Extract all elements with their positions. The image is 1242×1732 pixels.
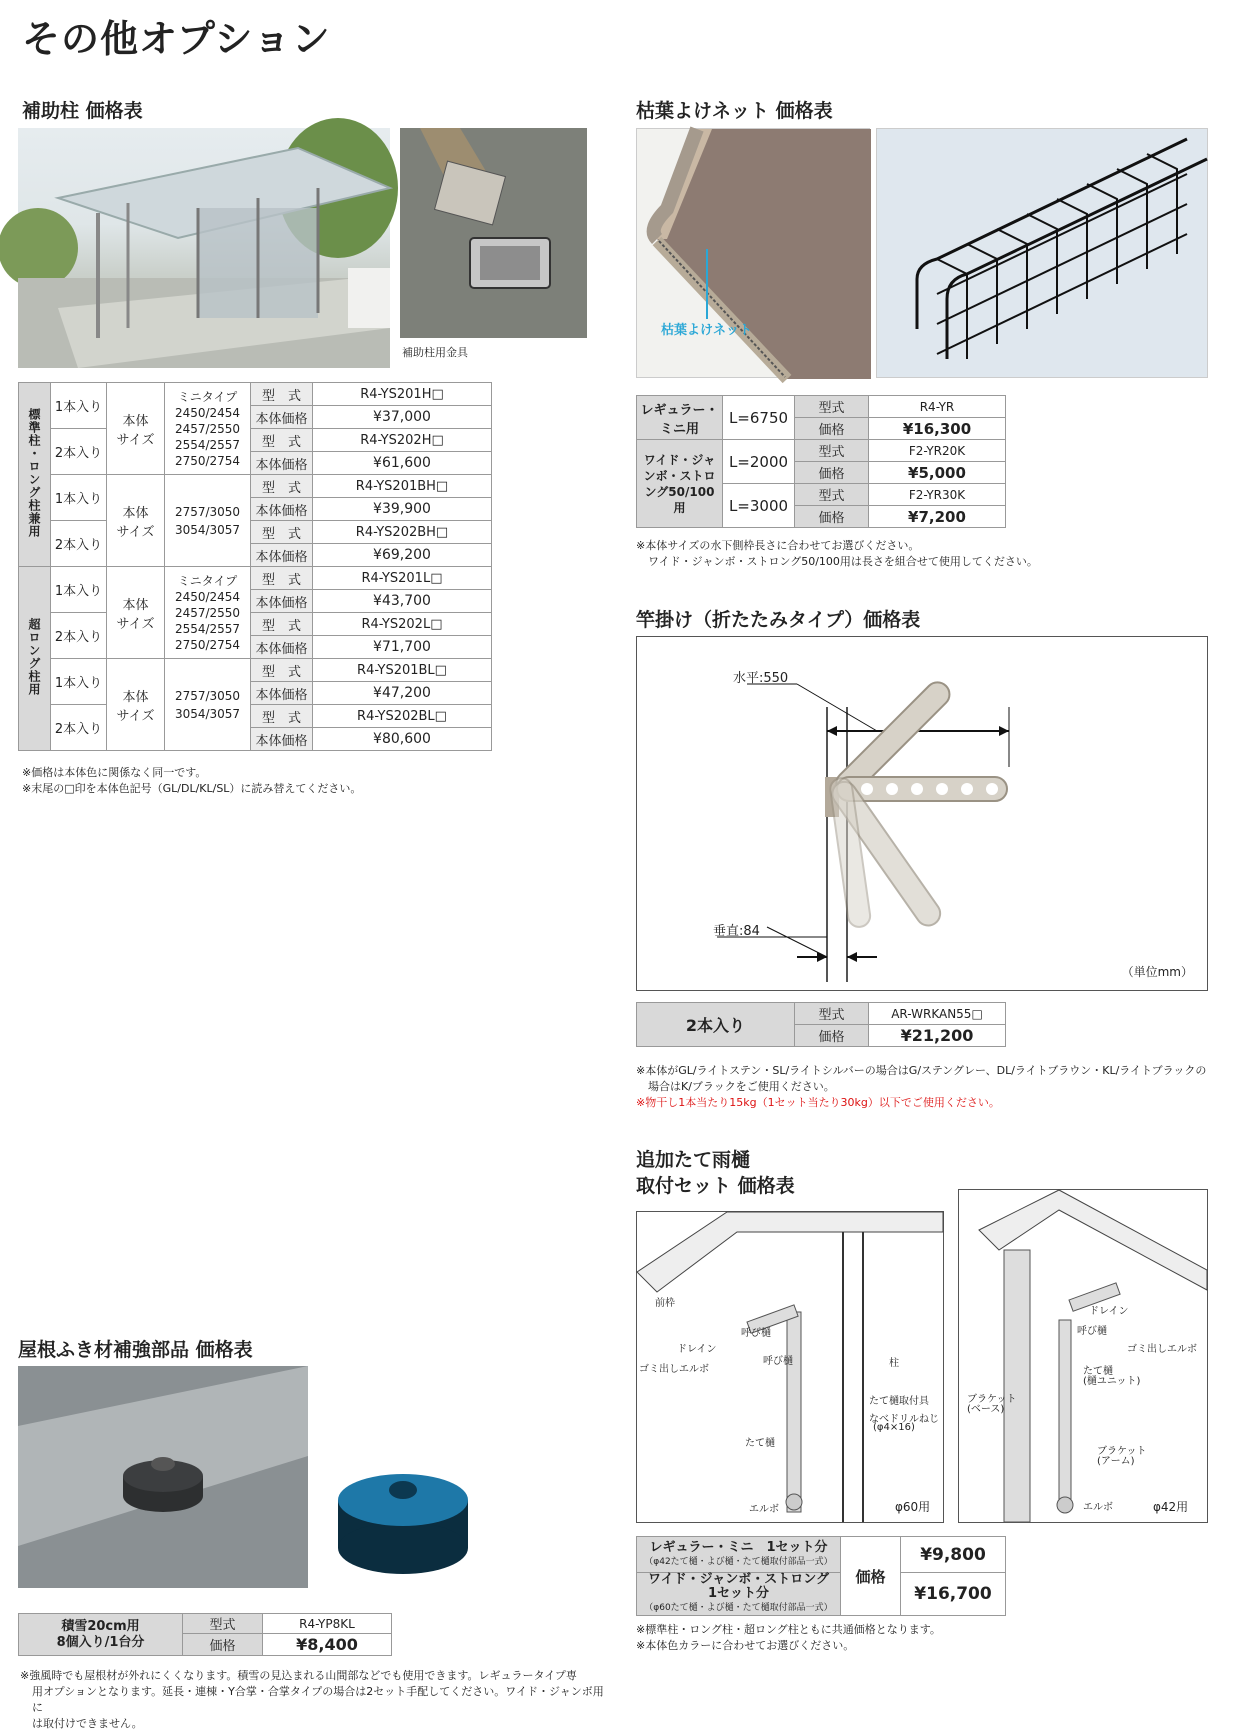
- katashiki-label: 型 式: [251, 475, 313, 498]
- price-cell: ¥37,000: [313, 406, 492, 429]
- price-cell: ¥16,700: [901, 1573, 1006, 1616]
- diagram-label: エルボ: [749, 1504, 779, 1515]
- katashiki-label: 型 式: [251, 429, 313, 452]
- model-cell: AR-WRKAN55□: [869, 1003, 1006, 1025]
- karaha-photo-2: [876, 128, 1208, 378]
- price-label: 本体価格: [251, 590, 313, 613]
- karaha-notes: ※本体サイズの水下側枠長さに合わせてお選びください。 ワイド・ジャンボ・ストロング50/100用は長さを組合せて使用してください。: [636, 539, 1038, 568]
- diagram-label: たて樋: [1083, 1366, 1113, 1377]
- price-cell: ¥69,200: [313, 544, 492, 567]
- group-label-2: 超ロング柱用: [19, 567, 51, 751]
- price-label: 本体価格: [251, 728, 313, 751]
- yane-title: 屋根ふき材補強部品 価格表: [18, 1339, 253, 1361]
- price-cell: ¥61,600: [313, 452, 492, 475]
- amadoi-price-table: [636, 1536, 1006, 1616]
- qty-cell: 2本入り: [51, 613, 107, 659]
- diagram-label: 柱: [889, 1358, 899, 1369]
- amadoi-notes: ※標準柱・ロング柱・超ロング柱ともに共通価格となります。 ※本体色カラーに合わせてお選びください。: [636, 1623, 941, 1652]
- qty-cell: 1本入り: [51, 659, 107, 705]
- price-label: 価格: [183, 1634, 263, 1656]
- price-cell: ¥71,700: [313, 636, 492, 659]
- katashiki-label: 型 式: [251, 705, 313, 728]
- katashiki-label: 型 式: [251, 659, 313, 682]
- karaha-photo-label: 枯葉よけネット: [661, 323, 753, 338]
- price-label: 本体価格: [251, 452, 313, 475]
- saokake-price-table: [636, 1002, 1006, 1047]
- model-cell: R4-YP8KL: [263, 1614, 392, 1634]
- model-cell: R4-YS202L□: [313, 613, 492, 636]
- price-cell: ¥43,700: [313, 590, 492, 613]
- katashiki-label: 型 式: [251, 613, 313, 636]
- diagram-label: 呼び樋: [1077, 1326, 1107, 1337]
- size-list-b: 2757/3050 3054/3057: [165, 659, 251, 751]
- yane-notes: ※強風時でも屋根材が外れにくくなります。積雪の見込まれる山間部などでも使用できます。レギュラータイプ専 用オプションとなります。延長・連棟・Y合掌・合掌タイプの場合は2セット手配してください。ワイド・ジャンボ用に は取付けできません。: [20, 1669, 604, 1730]
- model-cell: R4-YR: [869, 396, 1006, 418]
- diagram-label: ドレイン: [1089, 1306, 1129, 1317]
- qty-cell: 1本入り: [51, 475, 107, 521]
- katashiki-label: 型式: [795, 396, 869, 418]
- diagram-label: 呼び樋: [741, 1328, 771, 1339]
- diagram-label: φ60用: [895, 1500, 931, 1514]
- qty-cell: 積雪20cm用 8個入り/1台分: [19, 1614, 183, 1656]
- qty-cell: 1本入り: [51, 567, 107, 613]
- amadoi-row-2: ワイド・ジャンボ・ストロング 1セット分 （φ60たて樋・よび樋・たて樋取付部品一式）: [637, 1573, 841, 1616]
- katashiki-label: 型 式: [251, 521, 313, 544]
- size-label: 本体 サイズ: [107, 475, 165, 567]
- price-label: 本体価格: [251, 498, 313, 521]
- price-cell: ¥47,200: [313, 682, 492, 705]
- price-cell: ¥80,600: [313, 728, 492, 751]
- yane-photo-1: [18, 1366, 308, 1588]
- hojo-kanagu-photo: [400, 128, 587, 338]
- hojo-title: 補助柱 価格表: [22, 100, 143, 122]
- karaha-price-table: [636, 395, 1006, 528]
- saokake-notes: ※本体がGL/ライトステン・SL/ライトシルバーの場合はG/ステングレー、DL/ライトブラウン・KL/ライトブラックの 場合はK/ブラックをご使用ください。 ※物干し1本当たり15kg（1セット当たり30kg）以下でご使用ください。: [636, 1064, 1207, 1109]
- price-label: 価格: [795, 506, 869, 528]
- diagram-label: ゴミ出しエルボ: [1127, 1344, 1197, 1355]
- diagram-label: たて樋取付具: [869, 1396, 929, 1407]
- size-label: 本体 サイズ: [107, 567, 165, 659]
- price-cell: ¥9,800: [901, 1537, 1006, 1573]
- saokake-diagram: [636, 636, 1208, 991]
- diagram-label: 前枠: [655, 1298, 675, 1309]
- price-cell: ¥16,300: [869, 418, 1006, 440]
- diagram-label: エルボ: [1083, 1502, 1113, 1513]
- yane-photo-2: [336, 1460, 470, 1575]
- horizontal-dimension: 水平:550: [733, 671, 789, 686]
- hojo-caption: 補助柱用金具: [402, 346, 468, 359]
- length-cell: L=3000: [723, 484, 795, 528]
- qty-cell: 2本入り: [51, 429, 107, 475]
- size-label: 本体 サイズ: [107, 659, 165, 751]
- model-cell: R4-YS201L□: [313, 567, 492, 590]
- qty-cell: 2本入り: [51, 521, 107, 567]
- diagram-label: (樋ユニット): [1083, 1376, 1141, 1387]
- katashiki-label: 型 式: [251, 567, 313, 590]
- model-cell: R4-YS201BH□: [313, 475, 492, 498]
- type-cell: レギュラー・ミニ用: [637, 396, 723, 440]
- yane-price-table: [18, 1613, 392, 1656]
- model-cell: R4-YS202H□: [313, 429, 492, 452]
- amadoi-title: 追加たて雨樋 取付セット 価格表: [636, 1149, 795, 1197]
- qty-cell: 1本入り: [51, 383, 107, 429]
- type-cell: ワイド・ジャンボ・ストロング50/100用: [637, 440, 723, 528]
- length-cell: L=2000: [723, 440, 795, 484]
- size-label: 本体 サイズ: [107, 383, 165, 475]
- price-label: 本体価格: [251, 544, 313, 567]
- price-label: 価格: [795, 418, 869, 440]
- price-cell: ¥39,900: [313, 498, 492, 521]
- price-cell: ¥7,200: [869, 506, 1006, 528]
- group-label-1: 標準柱・ロング柱兼用: [19, 383, 51, 567]
- diagram-label: φ42用: [1153, 1500, 1189, 1514]
- amadoi-diagram-60: [636, 1211, 944, 1523]
- saokake-title: 竿掛け（折たたみタイプ）価格表: [636, 609, 921, 631]
- size-list-a: ミニタイプ 2450/2454 2457/2550 2554/2557 2750/2754: [165, 383, 251, 475]
- price-label: 価格: [795, 462, 869, 484]
- price-label: 本体価格: [251, 406, 313, 429]
- diagram-label: (ベース): [967, 1404, 1005, 1415]
- model-cell: F2-YR30K: [869, 484, 1006, 506]
- diagram-label: 呼び樋: [763, 1356, 793, 1367]
- page-title: その他オプション: [22, 17, 331, 61]
- model-cell: R4-YS202BH□: [313, 521, 492, 544]
- model-cell: R4-YS202BL□: [313, 705, 492, 728]
- katashiki-label: 型式: [795, 1003, 869, 1025]
- katashiki-label: 型 式: [251, 383, 313, 406]
- katashiki-label: 型式: [183, 1614, 263, 1634]
- hojo-notes: ※価格は本体色に関係なく同一です。 ※末尾の□印を本体色記号（GL/DL/KL/SL）に読み替えてください。: [22, 766, 362, 795]
- qty-cell: 2本入り: [51, 705, 107, 751]
- price-label: 価格: [841, 1537, 901, 1616]
- diagram-label: たて樋: [745, 1438, 775, 1449]
- diagram-label: なべドリルねじ: [869, 1414, 939, 1425]
- diagram-label: ブラケット: [1097, 1446, 1147, 1457]
- price-cell: ¥5,000: [869, 462, 1006, 484]
- diagram-label: (アーム): [1097, 1456, 1135, 1467]
- vertical-dimension: 垂直:84: [713, 924, 760, 939]
- diagram-label: ドレイン: [677, 1344, 717, 1355]
- carport-photo: [18, 128, 390, 368]
- size-list-b: 2757/3050 3054/3057: [165, 475, 251, 567]
- model-cell: R4-YS201H□: [313, 383, 492, 406]
- model-cell: F2-YR20K: [869, 440, 1006, 462]
- diagram-label: (φ4×16): [873, 1422, 915, 1433]
- karaha-photo-1: [636, 128, 870, 378]
- length-cell: L=6750: [723, 396, 795, 440]
- katashiki-label: 型式: [795, 440, 869, 462]
- katashiki-label: 型式: [795, 484, 869, 506]
- unit-label: （単位mm）: [1121, 965, 1193, 979]
- qty-cell: 2本入り: [637, 1003, 795, 1047]
- karaha-title: 枯葉よけネット 価格表: [636, 100, 833, 122]
- amadoi-row-1: レギュラー・ミニ 1セット分 （φ42たて樋・よび樋・たて樋取付部品一式）: [637, 1537, 841, 1573]
- hojo-price-table: [18, 382, 492, 751]
- price-cell: ¥8,400: [263, 1634, 392, 1656]
- price-label: 本体価格: [251, 682, 313, 705]
- diagram-label: ゴミ出しエルボ: [639, 1364, 709, 1375]
- model-cell: R4-YS201BL□: [313, 659, 492, 682]
- size-list-a: ミニタイプ 2450/2454 2457/2550 2554/2557 2750/2754: [165, 567, 251, 659]
- price-label: 本体価格: [251, 636, 313, 659]
- price-label: 価格: [795, 1025, 869, 1047]
- diagram-label: ブラケット: [967, 1394, 1017, 1405]
- price-cell: ¥21,200: [869, 1025, 1006, 1047]
- amadoi-diagram-42: [958, 1189, 1208, 1523]
